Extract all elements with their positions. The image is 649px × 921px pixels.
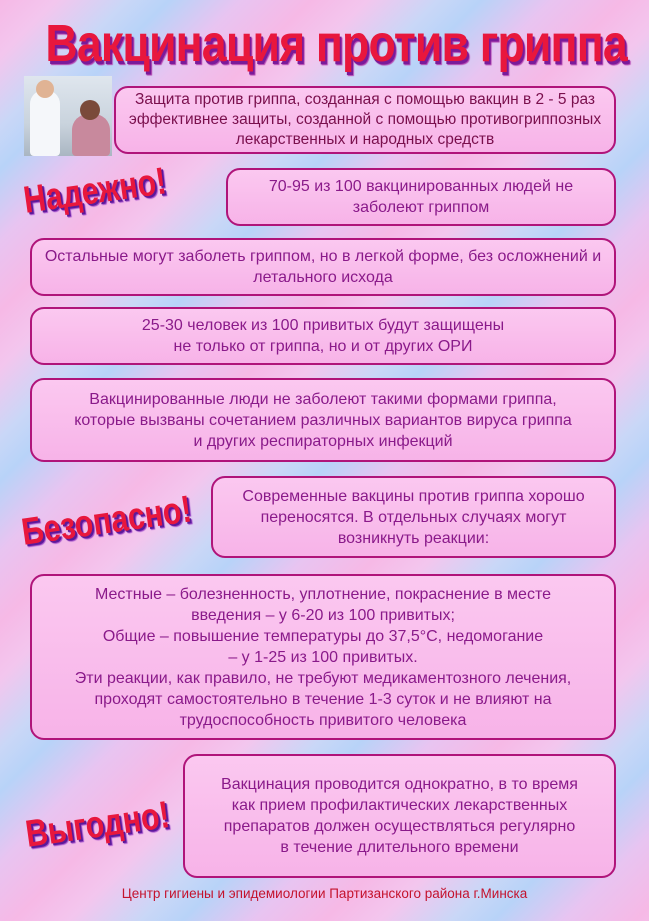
vaccination-photo: [24, 76, 112, 156]
safe-general-reactions: Общие – повышение температуры до 37,5°С, недомогание – у 1-25 из 100 привитых.: [102, 627, 544, 666]
footer-organization: Центр гигиены и эпидемиологии Партизанского района г.Минска: [121, 886, 528, 901]
profitable-box: Вакцинация проводится однократно, в то время как прием профилактических лекарственных препаратов должен осуществляться регулярно в течение длительного времени: [183, 754, 616, 878]
reliable-box-2: Остальные могут заболеть гриппом, но в легкой форме, без осложнений и летального исхода: [30, 238, 616, 296]
heading-reliable: Надежно!: [21, 160, 169, 222]
safe-reactions-note: Эти реакции, как правило, не требуют медикаментозного лечения, проходят самостоятельно в течение 1-3 суток и не влияют на трудоспособность привитого человека: [74, 669, 572, 729]
heading-profitable: Выгодно!: [23, 794, 173, 856]
intro-box: [114, 86, 616, 154]
heading-safe: Безопасно!: [19, 488, 195, 554]
intro-text: Защита против гриппа, созданная с помощью вакцин в 2 - 5 раз эффективнее защиты, созданной с помощью противогриппозных лекарственных и народных средств: [128, 91, 602, 148]
reliable-box-3: 25-30 человек из 100 привитых будут защищены не только от гриппа, но и от других ОРИ: [30, 307, 616, 365]
safe-box-1: Современные вакцины против гриппа хорошо переносятся. В отдельных случаях могут возникнуть реакции:: [211, 476, 616, 558]
reliable-box-4: Вакцинированные люди не заболеют такими формами гриппа, которые вызваны сочетанием различных вариантов вируса гриппа и других респираторных инфекций: [30, 378, 616, 462]
safe-box-2: [30, 574, 616, 740]
page-title: Вакцинация против гриппа: [45, 15, 627, 73]
reliable-box-1: 70-95 из 100 вакцинированных людей не заболеют гриппом: [226, 168, 616, 226]
safe-local-reactions: Местные – болезненность, уплотнение, покраснение в месте введения – у 6-20 из 100 привитых;: [95, 585, 551, 624]
